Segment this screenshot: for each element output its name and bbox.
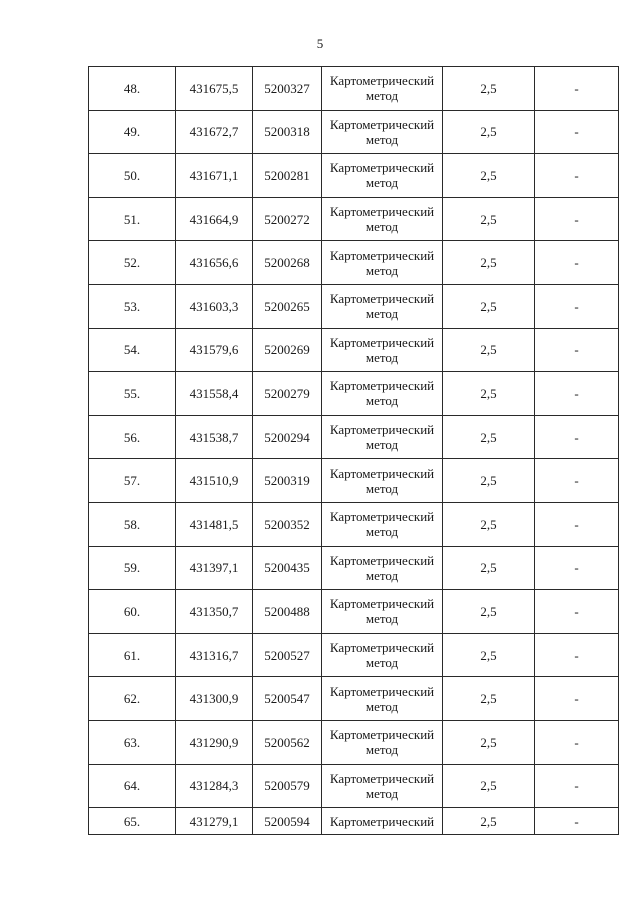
error-cell: 2,5 [443,546,535,590]
error-cell: 2,5 [443,372,535,416]
y-coordinate-cell: 5200319 [253,459,322,503]
method-text: Картометрический метод [329,465,435,496]
note-cell: - [535,590,619,634]
note-cell: - [535,67,619,111]
note-cell: - [535,110,619,154]
point-number-cell: 49. [89,110,176,154]
error-cell: 2,5 [443,633,535,677]
method-cell [322,284,443,328]
note-cell: - [535,720,619,764]
note-cell: - [535,633,619,677]
method-text: Картометрический метод [329,204,435,235]
point-number-cell: 52. [89,241,176,285]
x-coordinate-cell: 431664,9 [176,197,253,241]
table-row [89,633,619,677]
table-row [89,502,619,546]
method-text: Картометрический метод [329,727,435,758]
table-row [89,808,619,835]
method-cell [322,677,443,721]
error-cell: 2,5 [443,808,535,835]
point-number-cell: 58. [89,502,176,546]
table-row [89,197,619,241]
method-text: Картометрический метод [329,422,435,453]
y-coordinate-cell: 5200352 [253,502,322,546]
method-text: Картометрический метод [329,552,435,583]
table-row [89,677,619,721]
method-text: Картометрический метод [329,640,435,671]
method-cell [322,502,443,546]
x-coordinate-cell: 431350,7 [176,590,253,634]
error-cell: 2,5 [443,590,535,634]
y-coordinate-cell: 5200279 [253,372,322,416]
table-row [89,546,619,590]
y-coordinate-cell: 5200594 [253,808,322,835]
y-coordinate-cell: 5200294 [253,415,322,459]
error-cell: 2,5 [443,502,535,546]
note-cell: - [535,328,619,372]
y-coordinate-cell: 5200281 [253,154,322,198]
table-row [89,720,619,764]
method-cell [322,154,443,198]
x-coordinate-cell: 431656,6 [176,241,253,285]
error-cell: 2,5 [443,241,535,285]
point-number-cell: 64. [89,764,176,808]
note-cell: - [535,284,619,328]
x-coordinate-cell: 431675,5 [176,67,253,111]
y-coordinate-cell: 5200562 [253,720,322,764]
y-coordinate-cell: 5200269 [253,328,322,372]
method-cell [322,372,443,416]
table-row [89,372,619,416]
table-row [89,67,619,111]
error-cell: 2,5 [443,720,535,764]
error-cell: 2,5 [443,284,535,328]
error-cell: 2,5 [443,110,535,154]
y-coordinate-cell: 5200579 [253,764,322,808]
method-cell [322,720,443,764]
method-cell [322,459,443,503]
table-row [89,590,619,634]
y-coordinate-cell: 5200547 [253,677,322,721]
note-cell: - [535,677,619,721]
point-number-cell: 53. [89,284,176,328]
method-cell [322,546,443,590]
method-text: Картометрический метод [329,116,435,147]
point-number-cell: 48. [89,67,176,111]
method-text: Картометрический метод [329,596,435,627]
table-row [89,415,619,459]
note-cell: - [535,764,619,808]
x-coordinate-cell: 431538,7 [176,415,253,459]
x-coordinate-cell: 431397,1 [176,546,253,590]
point-number-cell: 60. [89,590,176,634]
method-text: Картометрический метод [329,509,435,540]
x-coordinate-cell: 431671,1 [176,154,253,198]
method-text: Картометрический метод [329,247,435,278]
y-coordinate-cell: 5200488 [253,590,322,634]
error-cell: 2,5 [443,415,535,459]
note-cell: - [535,415,619,459]
method-cell [322,415,443,459]
method-text: Картометрический метод [329,160,435,191]
x-coordinate-cell: 431510,9 [176,459,253,503]
note-cell: - [535,241,619,285]
error-cell: 2,5 [443,459,535,503]
y-coordinate-cell: 5200265 [253,284,322,328]
point-number-cell: 56. [89,415,176,459]
point-number-cell: 63. [89,720,176,764]
y-coordinate-cell: 5200272 [253,197,322,241]
table-row [89,241,619,285]
method-cell [322,241,443,285]
y-coordinate-cell: 5200268 [253,241,322,285]
note-cell: - [535,808,619,835]
method-cell [322,328,443,372]
method-text: Картометрический метод [329,770,435,801]
x-coordinate-cell: 431316,7 [176,633,253,677]
table-row [89,284,619,328]
method-cell [322,808,443,835]
method-text: Картометрический метод [329,291,435,322]
x-coordinate-cell: 431579,6 [176,328,253,372]
error-cell: 2,5 [443,67,535,111]
note-cell: - [535,372,619,416]
x-coordinate-cell: 431284,3 [176,764,253,808]
x-coordinate-cell: 431481,5 [176,502,253,546]
coordinates-table-body [89,67,619,835]
note-cell: - [535,502,619,546]
method-cell [322,110,443,154]
error-cell: 2,5 [443,764,535,808]
y-coordinate-cell: 5200527 [253,633,322,677]
method-text: Картометрический [329,813,435,829]
point-number-cell: 54. [89,328,176,372]
table-row [89,328,619,372]
method-text: Картометрический метод [329,73,435,104]
point-number-cell: 59. [89,546,176,590]
point-number-cell: 50. [89,154,176,198]
point-number-cell: 61. [89,633,176,677]
note-cell: - [535,546,619,590]
y-coordinate-cell: 5200327 [253,67,322,111]
method-cell [322,590,443,634]
point-number-cell: 55. [89,372,176,416]
method-cell [322,197,443,241]
error-cell: 2,5 [443,154,535,198]
note-cell: - [535,154,619,198]
point-number-cell: 62. [89,677,176,721]
coordinates-table [88,66,619,835]
table-row [89,154,619,198]
method-text: Картометрический метод [329,334,435,365]
error-cell: 2,5 [443,197,535,241]
note-cell: - [535,197,619,241]
error-cell: 2,5 [443,328,535,372]
y-coordinate-cell: 5200318 [253,110,322,154]
method-cell [322,67,443,111]
x-coordinate-cell: 431290,9 [176,720,253,764]
table-row [89,110,619,154]
point-number-cell: 57. [89,459,176,503]
method-cell [322,764,443,808]
x-coordinate-cell: 431300,9 [176,677,253,721]
x-coordinate-cell: 431603,3 [176,284,253,328]
error-cell: 2,5 [443,677,535,721]
method-cell [322,633,443,677]
method-text: Картометрический метод [329,378,435,409]
x-coordinate-cell: 431279,1 [176,808,253,835]
y-coordinate-cell: 5200435 [253,546,322,590]
x-coordinate-cell: 431672,7 [176,110,253,154]
note-cell: - [535,459,619,503]
page-number: 5 [316,36,324,51]
table-row [89,764,619,808]
method-text: Картометрический метод [329,683,435,714]
point-number-cell: 51. [89,197,176,241]
x-coordinate-cell: 431558,4 [176,372,253,416]
point-number-cell: 65. [89,808,176,835]
table-row [89,459,619,503]
